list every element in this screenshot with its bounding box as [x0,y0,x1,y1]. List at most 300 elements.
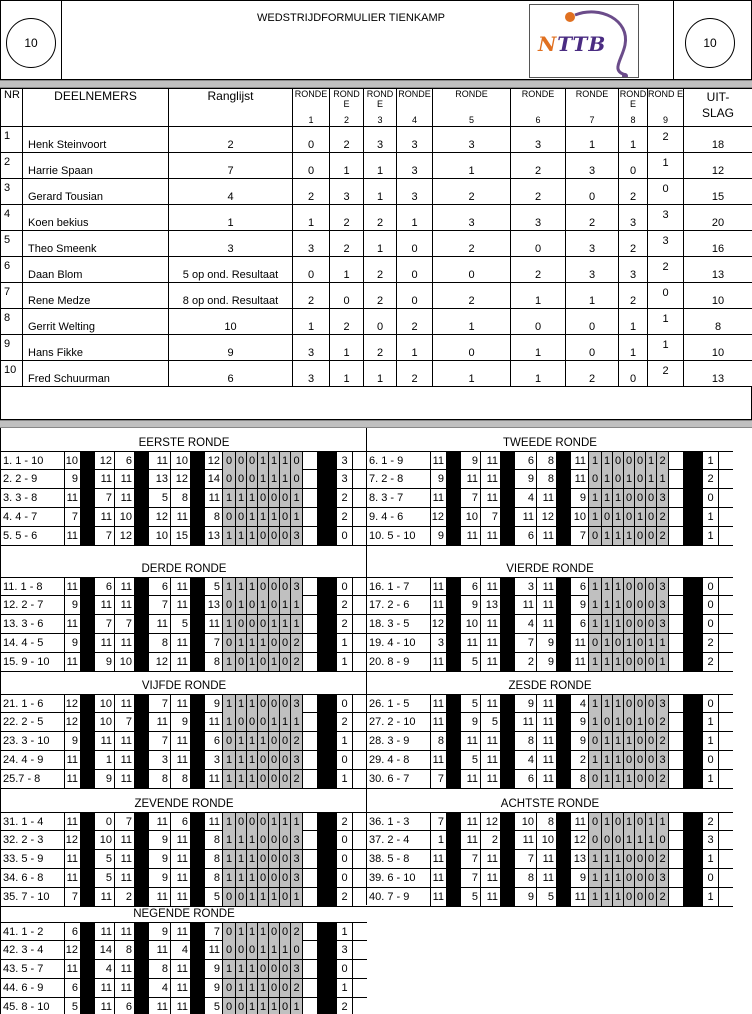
separator-block [501,695,515,713]
round-score: 3 [397,153,433,179]
game-score: 7 [149,596,171,614]
match-id: 19. 4 - 10 [367,634,431,652]
player-name: Henk Steinvoort [23,127,169,153]
game-point: 0 [236,653,247,671]
game-point: 1 [602,770,613,788]
round-score: 3 [566,153,619,179]
game-point: 3 [657,751,669,769]
round-number: 9 [662,115,668,125]
game-point: 1 [223,831,236,849]
player-result: 20 [684,205,752,231]
game-point: 0 [269,831,280,849]
separator-block [557,634,571,652]
game-point: 0 [258,527,269,545]
match-id: 36. 1 - 3 [367,813,431,831]
game-point: 1 [646,831,657,849]
game-score: 9 [65,596,81,614]
round-block-8 [367,795,733,911]
game-point: 0 [646,751,657,769]
game-score: 11 [149,813,171,831]
game-point: 1 [236,732,247,750]
match-row [1,751,367,770]
player-nr: 5 [1,231,23,257]
game-score: 9 [461,452,481,470]
game-score: 11 [95,888,115,906]
separator-block [81,470,95,488]
game-score: 11 [115,470,135,488]
separator-block [135,960,149,978]
separator-block [683,713,703,731]
game-score: 13 [149,470,171,488]
match-result: 1 [703,770,719,788]
game-point: 1 [602,596,613,614]
game-point: 0 [280,508,291,526]
game-score: 8 [515,869,537,887]
game-score: 11 [115,732,135,750]
game-score: 9 [205,960,223,978]
game-point: 1 [589,452,602,470]
game-point: 1 [247,831,258,849]
spacer [669,850,683,868]
match-row [1,998,367,1014]
game-point: 3 [657,695,669,713]
game-point: 1 [258,888,269,906]
game-score: 11 [537,578,557,596]
separator-block [81,634,95,652]
game-score: 12 [115,527,135,545]
game-score: 13 [571,850,589,868]
spacer [669,489,683,507]
game-point: 3 [291,869,303,887]
game-score: 11 [537,713,557,731]
round-score: 2 [364,283,397,309]
separator-block [447,508,461,526]
game-point: 1 [223,578,236,596]
game-point: 1 [269,713,280,731]
separator-block [317,508,337,526]
game-point: 1 [280,596,291,614]
game-point: 1 [602,732,613,750]
game-score: 11 [95,979,115,997]
game-point: 1 [657,470,669,488]
separator-block [317,596,337,614]
game-score: 10 [95,831,115,849]
game-point: 0 [624,713,635,731]
separator-block [317,923,337,941]
game-score: 11 [431,713,447,731]
game-point: 0 [258,770,269,788]
game-score: 11 [481,695,501,713]
round-score: 1 [364,361,397,387]
game-point: 3 [291,578,303,596]
game-point: 0 [280,850,291,868]
game-point: 2 [657,888,669,906]
round-score: 2 [566,361,619,387]
match-result: 1 [337,732,353,750]
game-score: 2 [115,888,135,906]
match-row [1,634,367,653]
game-score: 11 [205,770,223,788]
game-point: 2 [657,713,669,731]
match-id: 44. 6 - 9 [1,979,65,997]
spacer [303,713,317,731]
separator-block [191,869,205,887]
game-score: 11 [95,596,115,614]
game-score: 11 [115,960,135,978]
game-point: 1 [291,615,303,633]
match-id: 35. 7 - 10 [1,888,65,906]
round-score: 2 [293,283,330,309]
player-nr: 4 [1,205,23,231]
game-score: 11 [481,470,501,488]
match-result: 0 [703,751,719,769]
game-point: 0 [624,850,635,868]
separator-block [135,578,149,596]
game-point: 0 [269,770,280,788]
separator-block [191,751,205,769]
game-point: 0 [247,813,258,831]
game-score: 6 [205,732,223,750]
game-score: 7 [115,615,135,633]
separator-block [191,998,205,1014]
game-score: 11 [205,941,223,959]
separator-block [135,751,149,769]
game-score: 11 [537,615,557,633]
match-result: 0 [337,751,353,769]
game-score: 13 [205,596,223,614]
separator-block [191,634,205,652]
separator-bar [0,80,752,88]
game-score: 12 [571,831,589,849]
game-score: 12 [171,470,191,488]
game-score: 11 [515,831,537,849]
game-score: 7 [205,634,223,652]
game-score: 12 [65,941,81,959]
game-score: 11 [481,850,501,868]
separator-block [501,653,515,671]
match-row [1,922,367,941]
player-name: Gerrit Welting [23,309,169,335]
game-score: 9 [149,831,171,849]
round-score: 3 [293,231,330,257]
separator-block [683,615,703,633]
round-score: 2 [330,205,364,231]
game-point: 0 [602,508,613,526]
game-point: 1 [613,578,624,596]
match-id: 7. 2 - 8 [367,470,431,488]
game-point: 0 [247,615,258,633]
round-score: 3 [511,205,566,231]
round-block-4 [367,560,733,676]
game-point: 0 [269,527,280,545]
separator-block [135,770,149,788]
game-point: 1 [602,813,613,831]
round-score: 2 [397,309,433,335]
match-row [1,831,367,850]
game-point: 0 [635,751,646,769]
game-point: 1 [223,813,236,831]
game-point: 0 [635,813,646,831]
game-point: 2 [657,770,669,788]
game-point: 1 [247,888,258,906]
game-point: 0 [635,695,646,713]
game-point: 2 [291,653,303,671]
match-result: 3 [703,831,719,849]
game-score: 13 [481,596,501,614]
game-point: 1 [223,653,236,671]
game-score: 11 [431,452,447,470]
match-row [1,653,367,672]
game-score: 10 [95,713,115,731]
match-result: 0 [703,615,719,633]
game-point: 0 [269,960,280,978]
game-score: 11 [95,923,115,941]
game-point: 0 [624,751,635,769]
game-score: 9 [571,489,589,507]
game-point: 2 [657,527,669,545]
separator-block [447,695,461,713]
game-score: 7 [461,869,481,887]
game-score: 6 [65,979,81,997]
separator-block [447,831,461,849]
separator-block [683,508,703,526]
game-score: 11 [115,578,135,596]
match-row [1,960,367,979]
game-point: 0 [236,998,247,1014]
game-score: 5 [461,751,481,769]
separator-block [501,634,515,652]
col-round-3 [364,89,397,127]
separator-block [191,813,205,831]
match-result: 1 [703,508,719,526]
match-id: 23. 3 - 10 [1,732,65,750]
round-score: 0 [511,309,566,335]
game-score: 11 [115,869,135,887]
game-point: 1 [646,813,657,831]
table-number-left: 10 [6,18,56,68]
separator-block [317,713,337,731]
separator-block [191,615,205,633]
round-score: 0 [566,179,619,205]
separator-block [191,770,205,788]
separator-block [501,489,515,507]
match-result: 0 [703,489,719,507]
game-score: 9 [65,634,81,652]
separator-block [557,732,571,750]
round-score: 1 [293,309,330,335]
game-score: 9 [515,470,537,488]
game-point: 1 [223,751,236,769]
game-point: 1 [589,615,602,633]
game-point: 0 [258,960,269,978]
spacer [303,770,317,788]
game-score: 11 [65,960,81,978]
game-score: 8 [537,452,557,470]
separator-block [81,869,95,887]
round-score: 1 [648,153,684,179]
game-point: 0 [258,489,269,507]
game-score: 2 [481,831,501,849]
game-score: 11 [171,508,191,526]
game-score: 10 [461,615,481,633]
game-score: 10 [571,508,589,526]
player-rank: 8 op ond. Resultaat [169,283,293,309]
game-score: 12 [481,813,501,831]
game-point: 3 [291,751,303,769]
game-point: 1 [589,508,602,526]
round-score: 2 [648,127,684,153]
game-score: 11 [149,615,171,633]
separator-block [501,831,515,849]
game-score: 4 [515,615,537,633]
game-point: 0 [657,831,669,849]
match-row [1,869,367,888]
game-point: 0 [280,831,291,849]
game-point: 1 [589,489,602,507]
game-point: 0 [624,615,635,633]
match-id: 29. 4 - 8 [367,751,431,769]
game-score: 11 [115,850,135,868]
player-name: Daan Blom [23,257,169,283]
separator-block [81,452,95,470]
round-title: NEGENDE RONDE [133,908,235,920]
game-score: 4 [515,751,537,769]
round-score: 1 [433,309,511,335]
game-point: 1 [247,732,258,750]
game-score: 11 [571,813,589,831]
game-point: 1 [589,713,602,731]
logo-text: NTTB [538,32,607,56]
game-score: 10 [171,452,191,470]
table-row [1,361,752,387]
game-point: 2 [657,508,669,526]
game-score: 11 [481,489,501,507]
round-score: 0 [293,153,330,179]
match-row [1,713,367,732]
game-score: 11 [65,653,81,671]
game-point: 1 [223,695,236,713]
game-point: 0 [269,850,280,868]
game-score: 11 [431,751,447,769]
game-point: 1 [613,770,624,788]
round-title: VIJFDE RONDE [141,680,227,692]
separator-block [135,596,149,614]
round-score: 0 [433,257,511,283]
round-number: 7 [589,115,595,125]
game-point: 0 [589,634,602,652]
game-score: 11 [571,634,589,652]
separator-block [683,489,703,507]
player-rank: 7 [169,153,293,179]
round-block-6 [367,677,733,793]
game-score: 11 [515,508,537,526]
spacer [669,596,683,614]
spacer [303,527,317,545]
round-score: 1 [619,335,648,361]
round-block-3 [1,560,367,676]
game-point: 1 [269,470,280,488]
round-score: 1 [293,205,330,231]
match-id: 3. 3 - 8 [1,489,65,507]
game-point: 1 [247,578,258,596]
separator-block [191,695,205,713]
game-point: 0 [646,732,657,750]
separator-block [317,751,337,769]
match-result: 2 [337,813,353,831]
game-point: 1 [280,452,291,470]
game-score: 11 [65,527,81,545]
round-score: 3 [511,127,566,153]
game-score: 11 [481,751,501,769]
round-score: 0 [566,335,619,361]
match-id: 17. 2 - 6 [367,596,431,614]
spacer [669,869,683,887]
round-score: 3 [433,205,511,231]
round-score: 3 [619,257,648,283]
game-point: 2 [291,923,303,941]
round-block-5 [1,677,367,793]
game-point: 0 [258,813,269,831]
game-point: 1 [223,615,236,633]
match-result: 2 [337,713,353,731]
game-score: 12 [149,508,171,526]
round-score: 3 [619,205,648,231]
player-name: Theo Smeenk [23,231,169,257]
player-rank: 6 [169,361,293,387]
game-point: 0 [280,979,291,997]
round-score: 1 [364,179,397,205]
separator-block [557,869,571,887]
game-point: 0 [646,888,657,906]
game-score: 11 [171,751,191,769]
match-id: 10. 5 - 10 [367,527,431,545]
game-point: 1 [258,596,269,614]
separator-block [81,732,95,750]
game-score: 9 [171,713,191,731]
game-score: 9 [205,979,223,997]
separator-block [135,732,149,750]
separator-block [683,888,703,906]
match-row [367,812,733,831]
game-score: 11 [481,653,501,671]
col-round-8 [619,89,648,127]
game-point: 1 [602,751,613,769]
separator-block [317,653,337,671]
player-result: 10 [684,283,752,309]
match-id: 31. 1 - 4 [1,813,65,831]
match-result: 0 [703,596,719,614]
round-score: 0 [619,153,648,179]
game-point: 0 [280,653,291,671]
match-id: 13. 3 - 6 [1,615,65,633]
separator-block [683,527,703,545]
game-score: 11 [481,869,501,887]
separator-block [557,695,571,713]
game-point: 0 [236,452,247,470]
game-point: 0 [602,713,613,731]
game-point: 0 [236,470,247,488]
game-point: 1 [280,941,291,959]
round-score: 2 [293,179,330,205]
separator-block [191,470,205,488]
round-score: 1 [566,283,619,309]
separator-block [317,960,337,978]
game-point: 0 [236,615,247,633]
match-id: 38. 5 - 8 [367,850,431,868]
game-point: 0 [223,470,236,488]
separator-block [501,770,515,788]
separator-block [191,489,205,507]
